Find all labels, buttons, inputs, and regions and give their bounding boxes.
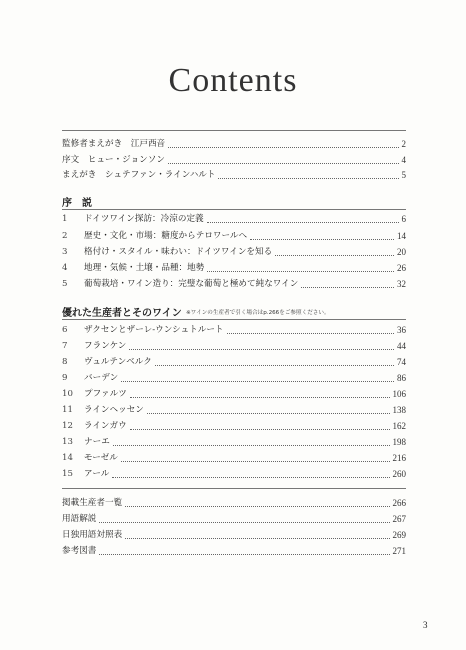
toc-entry-region[interactable]: 12 ラインガウ 162 [62,421,406,431]
toc-entry-region[interactable]: 11 ラインヘッセン 138 [62,405,406,415]
dot-leader [113,444,390,446]
toc-entry-region[interactable]: 6 ザクセンとザーレ-ウンシュトルート 36 [62,325,406,335]
toc-entry-bibliography[interactable]: 参考図書 271 [62,546,406,556]
page-ref: 2 [401,139,406,149]
page-ref: 4 [401,155,406,165]
page-ref: 26 [397,263,406,273]
dot-leader [130,428,390,430]
page-ref: 106 [392,389,406,399]
dot-leader [99,521,389,523]
section-rule [62,209,406,210]
dot-leader [207,221,399,223]
toc-entry-preface-supervisor[interactable]: 監修者まえがき 江戸西音 2 [62,139,406,149]
dot-leader [227,332,394,334]
dot-leader [275,254,394,256]
dot-leader [121,380,394,382]
page-ref: 5 [401,170,406,180]
section-rule [62,319,406,320]
toc-entry-chapter[interactable]: 5 葡萄栽培・ワイン造り：完璧な葡萄と極めて純なワイン 32 [62,279,406,289]
toc-entry-foreword[interactable]: 序文 ヒュー・ジョンソン 4 [62,155,406,165]
page-ref: 216 [392,453,406,463]
page-ref: 36 [397,325,406,335]
dot-leader [207,270,394,272]
toc-entry-chapter[interactable]: 1 ドイツワイン探訪：冷涼の定義 6 [62,214,406,224]
page-ref: 138 [392,405,406,415]
page-ref: 86 [397,373,406,383]
dot-leader [121,460,390,462]
page-ref: 14 [397,231,406,241]
dot-leader [250,238,394,240]
page-ref: 198 [392,437,406,447]
dot-leader [130,396,390,398]
toc-entry-chapter[interactable]: 3 格付け・スタイル・味わい：ドイツワインを知る 20 [62,247,406,257]
dot-leader [125,537,389,539]
dot-leader [99,553,389,555]
toc-entry-preface[interactable]: まえがき シュテファン・ラインハルト 5 [62,170,406,180]
toc-entry-term-table[interactable]: 日独用語対照表 269 [62,530,406,540]
page-ref: 271 [392,546,406,556]
toc-entry-chapter[interactable]: 4 地理・気候・土壌・品種：地勢 26 [62,263,406,273]
page-number: 3 [423,620,428,630]
toc-entry-region[interactable]: 7 フランケン 44 [62,341,406,351]
toc-entry-glossary[interactable]: 用語解説 267 [62,514,406,524]
page-ref: 44 [397,341,406,351]
dot-leader [155,364,394,366]
dot-leader [168,162,399,164]
page-ref: 260 [392,469,406,479]
page-ref: 266 [392,498,406,508]
page-ref: 269 [392,530,406,540]
toc-entry-region[interactable]: 14 モーゼル 216 [62,453,406,463]
page-ref: 267 [392,514,406,524]
page-ref: 32 [397,279,406,289]
dot-leader [125,505,389,507]
dot-leader [147,412,390,414]
page-title: Contents [168,62,298,99]
toc-entry-chapter[interactable]: 2 歴史・文化・市場：糖度からテロワールへ 14 [62,231,406,241]
dot-leader [129,348,394,350]
section-heading-producers: 優れた生産者とそのワイン [62,308,182,319]
front-matter-rule [62,130,406,131]
page-ref: 162 [392,421,406,431]
page-ref: 20 [397,247,406,257]
dot-leader [301,286,394,288]
dot-leader [112,476,389,478]
toc-entry-region[interactable]: 13 ナーエ 198 [62,437,406,447]
section-heading-introduction: 序 説 [62,198,92,209]
toc-entry-region[interactable]: 9 バーデン 86 [62,373,406,383]
toc-entry-region[interactable]: 8 ヴュルテンベルク 74 [62,357,406,367]
dot-leader [168,146,398,148]
dot-leader [218,177,398,179]
page-ref: 6 [401,214,406,224]
toc-entry-region[interactable]: 15 アール 260 [62,469,406,479]
toc-entry-producer-list[interactable]: 掲載生産者一覧 266 [62,498,406,508]
toc-entry-region[interactable]: 10 プファルツ 106 [62,389,406,399]
section-note: ※ワインの生産者で引く場合はp.266をご参照ください。 [186,310,330,316]
page-ref: 74 [397,357,406,367]
back-matter-rule [62,488,406,489]
